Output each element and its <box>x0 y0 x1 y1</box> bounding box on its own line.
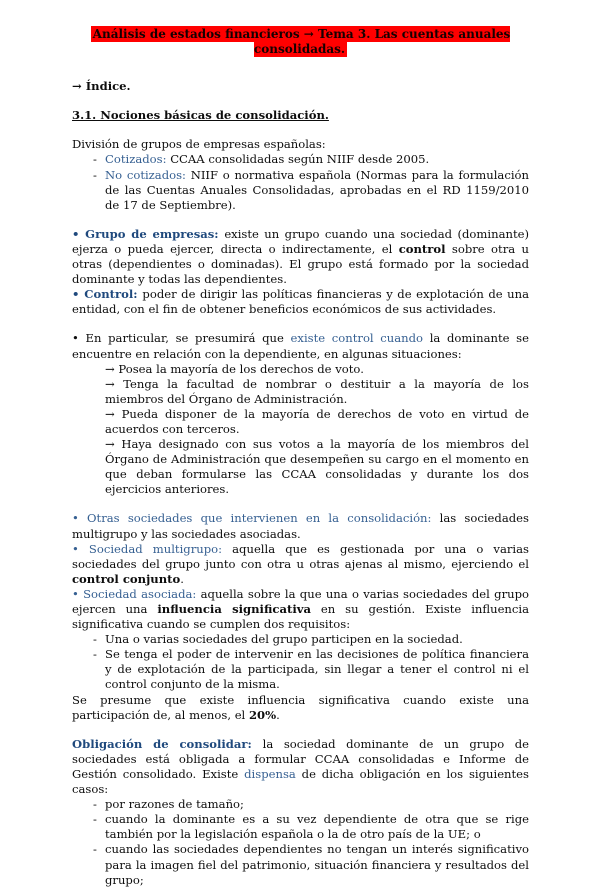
text-run: • Sociedad asociada: <box>72 586 201 601</box>
section-heading <box>72 108 529 123</box>
dash-list <box>90 632 529 692</box>
text-run: Cotizados: <box>105 152 171 167</box>
list-item-text <box>105 168 529 213</box>
text-run: 20% <box>248 707 277 722</box>
text-run: influencia significativa <box>157 602 311 616</box>
text-run: la sociedad dominante de un grupo de sociedades está obligada a formular CCAA consolidadas e Informe de Gestión consolidado. Existe <box>72 736 529 781</box>
list-item-text <box>105 632 529 647</box>
list-item <box>90 152 529 167</box>
dash-marker: - <box>93 842 97 857</box>
text-run: control conjunto <box>72 571 181 586</box>
text-run: . <box>276 707 280 722</box>
dash-list <box>90 797 529 888</box>
text-run: Se presume que existe influencia significativa cuando existe una participación de, al menos, el <box>72 692 529 722</box>
dash-marker: - <box>93 167 97 182</box>
dash-list <box>90 152 529 212</box>
list-item-text <box>105 152 529 167</box>
list-item <box>90 812 529 842</box>
index-line <box>72 79 529 94</box>
text-run: la dominante se encuentre en relación con la dependiente, en algunas situaciones: <box>72 331 529 361</box>
text-run: Se tenga el poder de intervenir en las decisiones de política financiera y de explotación de la participada, sin llegar a tener el control ni el control conjunto de la misma. <box>105 647 529 692</box>
list-item <box>90 647 529 692</box>
list-item <box>90 797 529 812</box>
text-run: CCAA consolidadas según NIIF desde 2005. <box>170 152 430 167</box>
paragraph <box>72 737 529 797</box>
text-run: Obligación de consolidar: <box>72 736 263 751</box>
text-run: División de grupos de empresas españolas: <box>72 137 326 152</box>
text-run: las sociedades multigrupo y las sociedades asociadas. <box>72 511 529 541</box>
text-run: • Grupo de empresas: <box>72 226 225 241</box>
paragraph <box>72 587 529 632</box>
text-run: Una o varias sociedades del grupo participen en la sociedad. <box>105 632 463 647</box>
arrow-item <box>105 362 529 377</box>
document-content <box>72 27 529 888</box>
arrow-item <box>105 407 529 437</box>
text-run: cuando la dominante es a su vez dependiente de otra que se rige también por la legislación española o la de otro país de la UE; o <box>105 812 529 842</box>
text-run: sobre otra u otras (dependientes o dominadas). El grupo está formado por la sociedad dominante y todas las dependientes. <box>72 241 529 287</box>
text-run: • En particular, se presumirá que <box>72 331 291 346</box>
text-run: cuando las sociedades dependientes no tengan un interés significativo para la imagen fiel del patrimonio, situación financiera y resultados del grupo; <box>105 842 529 887</box>
text-run: NIIF o normativa española (Normas para la formulación de las Cuentas Anuales Consolidadas, aprobadas en el RD 1159/2010 de 17 de Septiembre). <box>105 167 529 212</box>
list-item-text <box>105 797 529 812</box>
paragraph <box>72 137 529 152</box>
dash-marker: - <box>93 632 97 647</box>
text-run: → Haya designado con sus votos a la mayoría de los miembros del Órgano de Administración que desempeñen su cargo en el momento en que deban formularse las CCAA consolidadas y durante los dos ejercicios anteriores. <box>105 437 529 497</box>
list-item-text <box>105 842 529 887</box>
paragraph <box>72 287 529 317</box>
dash-marker: - <box>93 797 97 812</box>
text-run: → Tenga la facultad de nombrar o destituir a la mayoría de los miembros del Órgano de Administración. <box>105 376 529 406</box>
text-run: de dicha obligación en los siguientes casos: <box>72 766 529 797</box>
list-item-text <box>105 812 529 842</box>
text-run: 3.1. Nociones básicas de consolidación. <box>72 108 329 123</box>
text-run: en su gestión. Existe influencia significativa cuando se cumplen dos requisitos: <box>72 602 530 632</box>
dash-marker: - <box>93 647 97 662</box>
text-run: • Control: <box>72 287 143 302</box>
dash-marker: - <box>93 812 97 827</box>
list-item <box>90 842 529 887</box>
text-run: control <box>398 241 446 256</box>
paragraph <box>72 331 529 361</box>
text-run: dispensa <box>244 766 296 781</box>
text-run: existe control cuando <box>290 331 424 346</box>
text-run: → Pueda disponer de la mayoría de derechos de voto en virtud de acuerdos con terceros. <box>105 406 529 436</box>
text-run: No cotizados: <box>105 167 191 182</box>
text-run: por razones de tamaño; <box>105 797 244 812</box>
text-run: → Índice. <box>72 79 131 94</box>
paragraph <box>72 542 529 587</box>
text-run: aquella sobre la que una o varias sociedades del grupo ejercen una <box>72 586 529 616</box>
title-banner <box>72 27 529 57</box>
text-run: Análisis de estados financieros → Tema 3. Las cuentas anuales consolidadas. <box>92 27 511 57</box>
text-run: existe un grupo cuando una sociedad (dominante) ejerza o pueda ejercer, directa o indirectamente, el <box>72 226 529 256</box>
text-run: → Posea la mayoría de los derechos de voto. <box>105 361 364 376</box>
paragraph <box>72 693 529 723</box>
list-item-text <box>105 647 529 692</box>
list-item <box>90 632 529 647</box>
paragraph <box>72 511 529 541</box>
text-run: • Sociedad multigrupo: <box>72 541 233 556</box>
text-run: • Otras sociedades que intervienen en la consolidación: <box>72 511 440 526</box>
text-run: aquella que es gestionada por una o varias sociedades del grupo junto con otra u otras ajenas al mismo, ejerciendo el <box>72 541 529 571</box>
list-item <box>90 168 529 213</box>
text-run: poder de dirigir las políticas financieras y de explotación de una entidad, con el fin de obtener beneficios económicos de sus actividades. <box>72 287 529 317</box>
text-run: . <box>180 571 184 586</box>
paragraph <box>72 227 529 287</box>
dash-marker: - <box>93 152 97 167</box>
arrow-item <box>105 377 529 407</box>
arrow-item <box>105 437 529 497</box>
